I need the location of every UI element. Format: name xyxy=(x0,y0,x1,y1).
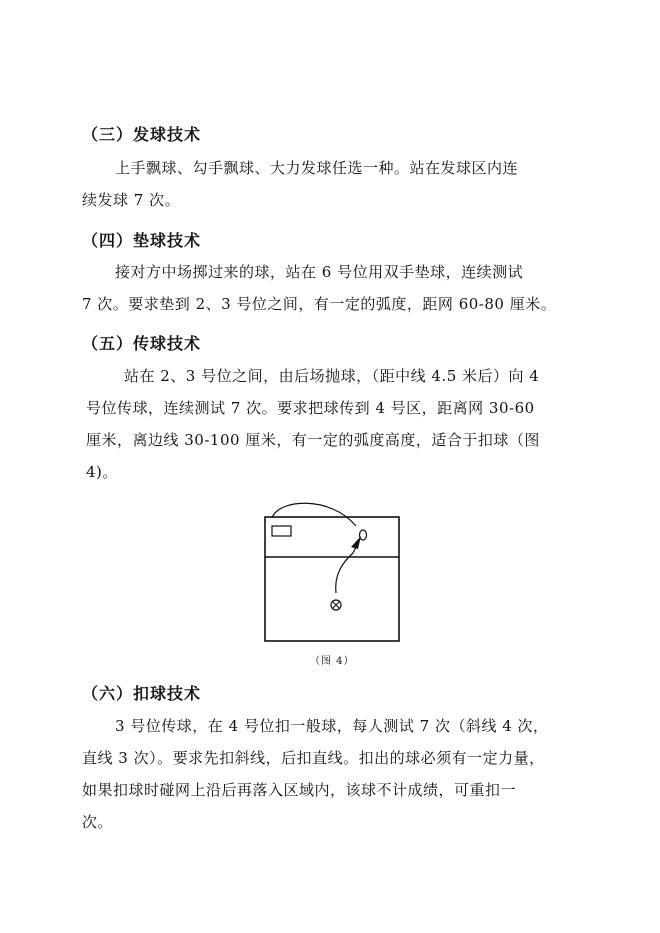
paragraph-serve xyxy=(82,152,582,216)
target-zone-box xyxy=(272,526,291,536)
player-marker-ellipse xyxy=(360,530,367,540)
paragraph-line: 7 次。要求垫到 2、3 号位之间，有一定的弧度，距网 60-80 厘米。 xyxy=(82,295,557,313)
paragraph-spike xyxy=(82,710,582,838)
paragraph-line: 接对方中场掷过来的球，站在 6 号位用双手垫球，连续测试 xyxy=(115,263,524,281)
paragraph-set xyxy=(82,360,582,488)
paragraph-line: 直线 3 次）。要求先扣斜线，后扣直线。扣出的球必须有一定力量， xyxy=(82,749,545,767)
arrowhead-icon xyxy=(351,536,361,549)
section-heading-set: （五）传球技术 xyxy=(82,334,202,353)
paragraph-line: 站在 2、3 号位之间，由后场抛球，（距中线 4.5 米后）向 4 xyxy=(124,367,540,385)
paragraph-line: 续发球 7 次。 xyxy=(82,191,181,209)
paragraph-line: 次。 xyxy=(82,813,114,831)
paragraph-line: 上手飘球、勾手飘球、大力发球任选一种。站在发球区内连 xyxy=(115,159,519,177)
section-heading-dig: （四）垫球技术 xyxy=(82,231,202,250)
paragraph-line: 号位传球，连续测试 7 次。要求把球传到 4 号区，距离网 30-60 xyxy=(86,399,535,417)
section-heading-spike: （六）扣球技术 xyxy=(82,684,202,703)
paragraph-line: 4)。 xyxy=(86,463,118,481)
pass-path xyxy=(336,543,358,593)
figure-caption: （图 4） xyxy=(310,656,355,667)
paragraph-dig xyxy=(82,256,582,320)
paragraph-line: 厘米，离边线 30-100 厘米，有一定的弧度高度，适合于扣球（图 xyxy=(86,431,540,449)
section-heading-serve: （三）发球技术 xyxy=(82,125,202,144)
court-diagram xyxy=(260,495,406,645)
paragraph-line: 如果扣球时碰网上沿后再落入区域内，该球不计成绩，可重扣一 xyxy=(82,781,517,799)
ball-arc-trajectory xyxy=(272,503,356,526)
paragraph-line: 3 号位传球，在 4 号位扣一般球，每人测试 7 次（斜线 4 次， xyxy=(115,717,549,735)
